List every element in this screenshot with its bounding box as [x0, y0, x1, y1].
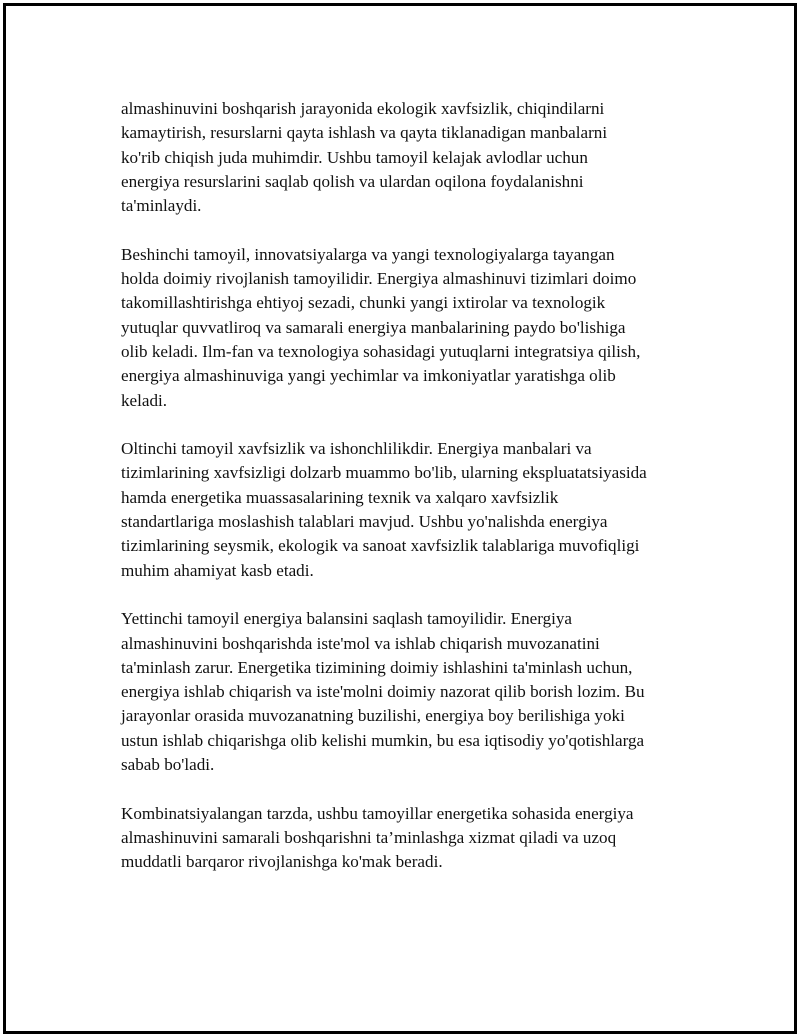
paragraph: Oltinchi tamoyil xavfsizlik va ishonchlilikdir. Energiya manbalari va tizimlarining xavfsizligi dolzarb muammo bo'lib, ularning ekspluatatsiyasida hamda energetika muassasalarining texnik va xalqaro xavfsizlik standartlariga moslashish talablari mavjud. Ushbu yo'nalishda energiya tizimlarining seysmik, ekologik va sanoat xavfsizlik talablariga muvofiqligi muhim ahamiyat kasb etadi.	[121, 439, 647, 580]
paragraph: Beshinchi tamoyil, innovatsiyalarga va yangi texnologiyalarga tayangan holda doimiy rivojlanish tamoyilidir. Energiya almashinuvi tizimlari doimo takomillashtirishga ehtiyoj sezadi, chunki yangi ixtirolar va texnologik yutuqlar quvvatliroq va samarali energiya manbalarining paydo bo'lishiga olib keladi. Ilm-fan va texnologiya sohasidagi yutuqlarni integratsiya qilish, energiya almashinuviga yangi yechimlar va imkoniyatlar yaratishga olib keladi.	[121, 244, 641, 410]
paragraph: Yettinchi tamoyil energiya balansini saqlash tamoyilidir. Energiya almashinuvini boshqarishda iste'mol va ishlab chiqarish muvozanatini ta'minlash zarur. Energetika tizimining doimiy ishlashini ta'minlash uchun, energiya ishlab chiqarish va iste'molni doimiy nazorat qilib borish lozim. Bu jarayonlar orasida muvozanatning buzilishi, energiya boy berilishiga yoki ustun ishlab chiqarishga olib kelishi mumkin, bu esa iqtisodiy yo'qotishlarga sabab bo'ladi.	[121, 609, 645, 775]
document-body	[121, 97, 701, 899]
paragraph: almashinuvini boshqarish jarayonida ekologik xavfsizlik, chiqindilarni kamaytirish, resurslarni qayta ishlash va qayta tiklanadigan manbalarni ko'rib chiqish juda muhimdir. Ushbu tamoyil kelajak avlodlar uchun energiya resurslarini saqlab qolish va ulardan oqilona foydalanishni ta'minlaydi.	[121, 99, 608, 216]
paragraph: Kombinatsiyalangan tarzda, ushbu tamoyillar energetika sohasida energiya almashinuvini samarali boshqarishni ta’minlashga xizmat qiladi va uzoq muddatli barqaror rivojlanishga ko'mak beradi.	[121, 803, 634, 872]
page-border	[3, 3, 797, 1034]
